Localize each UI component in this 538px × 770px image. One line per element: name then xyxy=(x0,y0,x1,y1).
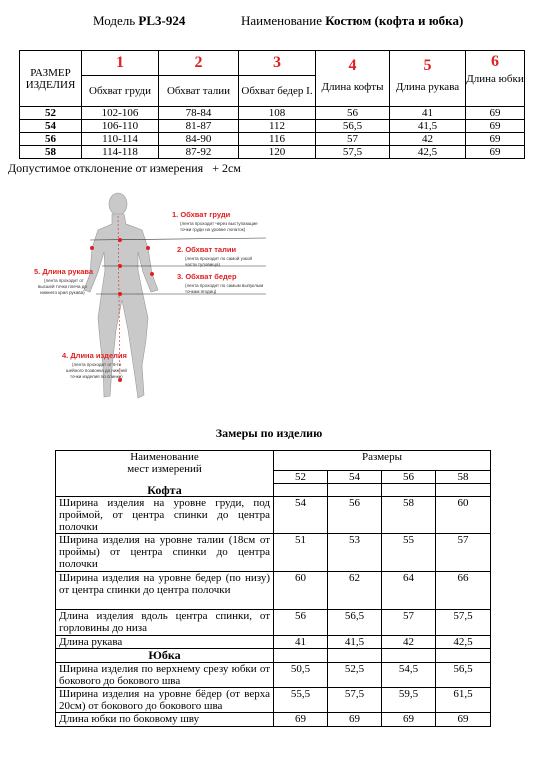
tolerance-value: + 2см xyxy=(212,161,241,175)
svg-text:точки изделия по спинке): точки изделия по спинке) xyxy=(70,374,123,379)
sizes-header: Размеры xyxy=(274,451,491,471)
svg-text:(лента проходит по самой узкой: (лента проходит по самой узкой xyxy=(185,256,252,261)
size-col: 58 xyxy=(436,471,491,484)
svg-text:нижнего края рукава): нижнего края рукава) xyxy=(40,290,85,295)
table-row: Ширина изделия на уровне бёдер (от верха 20см) от бокового до бокового шва 55,5 57,5 59,5 61,5 xyxy=(56,687,491,712)
col-4-cell: 4 Длина кофты xyxy=(316,51,390,107)
label-hips: 3. Обхват бедер xyxy=(177,272,237,281)
table-row: Длина изделия вдоль центра спинки, от горловины до низа 56 56,5 57 57,5 xyxy=(56,609,491,635)
measure-table xyxy=(55,450,491,727)
product-name-header: Наименование Костюм (кофта и юбка) xyxy=(241,13,464,28)
size-col: 52 xyxy=(274,471,328,484)
section-title-top: Кофта xyxy=(56,484,274,497)
col-num: 3 xyxy=(239,51,316,76)
measurement-figure xyxy=(30,190,270,410)
col-name: Обхват груди xyxy=(82,76,159,107)
label-length: 4. Длина изделия xyxy=(62,351,127,360)
table-row: Ширина изделия на уровне талии (18см от проймы) от центра спинки до центра полочки 51 53 55 57 xyxy=(56,533,491,571)
svg-text:высшей точки плеча до: высшей точки плеча до xyxy=(38,284,87,289)
size-col: 56 xyxy=(382,471,436,484)
measure-table-title: Замеры по изделию xyxy=(215,426,323,440)
tolerance-note: Допустимое отклонение от измерения + 2см xyxy=(8,161,241,175)
size-table xyxy=(19,50,525,159)
table-row: Длина юбки по боковому шву 69 69 69 69 xyxy=(56,712,491,726)
model-code: PL3-924 xyxy=(138,13,186,28)
col-6-cell: 6 Длина юбки xyxy=(466,51,525,107)
svg-text:(лента проходит от 6-го: (лента проходит от 6-го xyxy=(72,362,122,367)
col-5-cell: 5 Длина рукава xyxy=(390,51,466,107)
svg-text:(лента проходит через выступаю: (лента проходит через выступающие xyxy=(180,221,258,226)
table-row: 58 114-118 87-92 120 57,5 42,5 69 xyxy=(20,146,525,159)
svg-text:точки груди на уровне лопаток): точки груди на уровне лопаток) xyxy=(180,227,246,232)
section-title-skirt: Юбка xyxy=(56,648,274,662)
svg-text:шейного позвонка до нижней: шейного позвонка до нижней xyxy=(66,368,127,373)
svg-text:(лента проходит от: (лента проходит от xyxy=(44,278,84,283)
model-header: Модель PL3-924 xyxy=(93,13,186,28)
table-row: Ширина изделия на уровне бедер (по низу) от центра спинки до центра полочки 60 62 64 66 xyxy=(56,571,491,609)
col-name: Обхват бедер I. xyxy=(239,76,316,107)
svg-text:точкам ягодиц): точкам ягодиц) xyxy=(185,289,217,294)
table-row: Ширина изделия на уровне груди, под проймой, от центра спинки до центра полочки 54 56 58 60 xyxy=(56,496,491,533)
col-num: 2 xyxy=(159,51,239,76)
name-header-cell: Наименование мест измерений xyxy=(56,451,274,484)
svg-text:части туловища): части туловища) xyxy=(185,262,220,267)
label-chest: 1. Обхват груди xyxy=(172,210,231,219)
col-num: 1 xyxy=(82,51,159,76)
table-row: Длина рукава 41 41,5 42 42,5 xyxy=(56,635,491,648)
table-row: Ширина изделия по верхнему срезу юбки от бокового до бокового шва 50,5 52,5 54,5 56,5 xyxy=(56,662,491,687)
table-row: 56 110-114 84-90 116 57 42 69 xyxy=(20,133,525,146)
col-name: Обхват талии xyxy=(159,76,239,107)
label-sleeve: 5. Длина рукава xyxy=(34,267,94,276)
svg-text:(лента проходит по самым выпук: (лента проходит по самым выпуклым xyxy=(185,283,264,288)
size-col: 54 xyxy=(328,471,382,484)
table-row: 52 102-106 78-84 108 56 41 69 xyxy=(20,107,525,120)
size-header-cell: РАЗМЕР ИЗДЕЛИЯ xyxy=(20,51,82,107)
table-row: 54 106-110 81-87 112 56,5 41,5 69 xyxy=(20,120,525,133)
label-waist: 2. Обхват талии xyxy=(177,245,237,254)
product-name: Костюм (кофта и юбка) xyxy=(325,13,464,28)
